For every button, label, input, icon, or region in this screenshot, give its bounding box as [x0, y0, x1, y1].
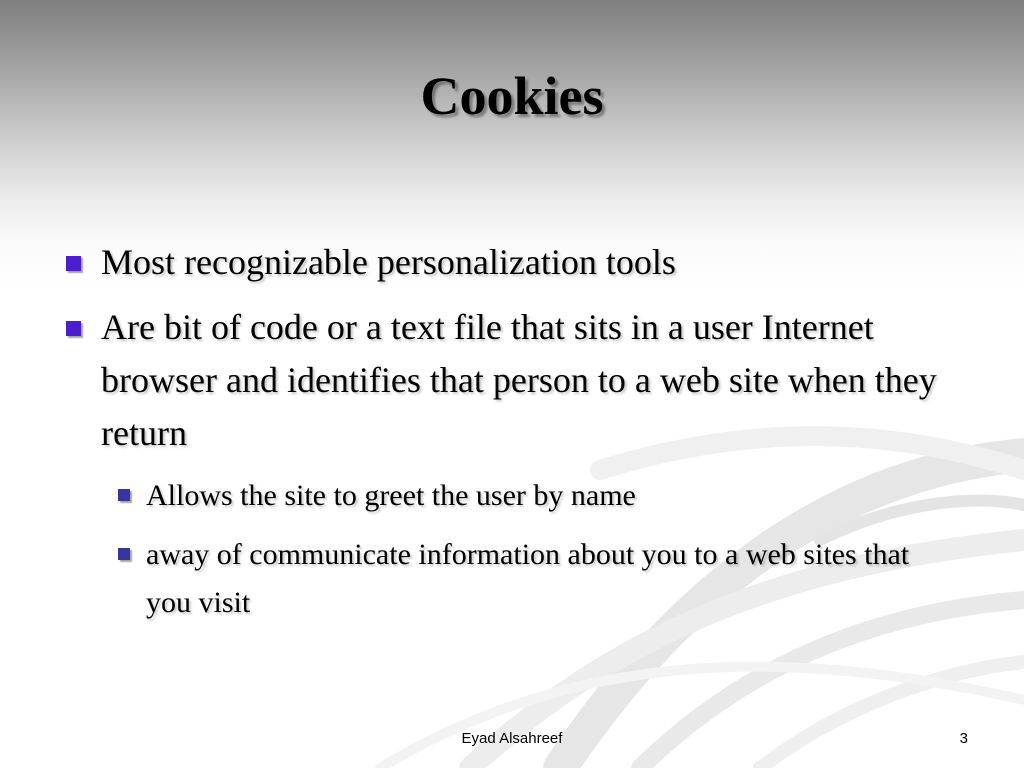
- sub-bullet-group: [66, 472, 956, 627]
- sub-bullet-text: Allows the site to greet the user by name: [146, 479, 636, 512]
- sub-bullet-item: [66, 472, 956, 520]
- bullet-text: Most recognizable personalization tools: [101, 242, 676, 282]
- footer-author: Eyad Alsahreef: [461, 730, 563, 747]
- sub-bullet-item: [66, 531, 956, 627]
- bullet-list: [66, 236, 956, 638]
- square-bullet-icon: [118, 489, 130, 501]
- bullet-text: Are bit of code or a text file that sits in a user Internet browser and identifies that person to a web site when they return: [101, 307, 937, 453]
- sub-bullet-text: away of communicate information about you to a web sites that you visit: [146, 538, 910, 619]
- square-bullet-icon: [118, 548, 130, 560]
- page-number: 3: [959, 730, 968, 747]
- bullet-item: [66, 236, 956, 289]
- square-bullet-icon: [66, 256, 81, 271]
- sub-bullet-list: [66, 472, 956, 627]
- bullet-item: [66, 301, 956, 460]
- square-bullet-icon: [66, 321, 81, 336]
- slide-title: Cookies: [420, 66, 604, 126]
